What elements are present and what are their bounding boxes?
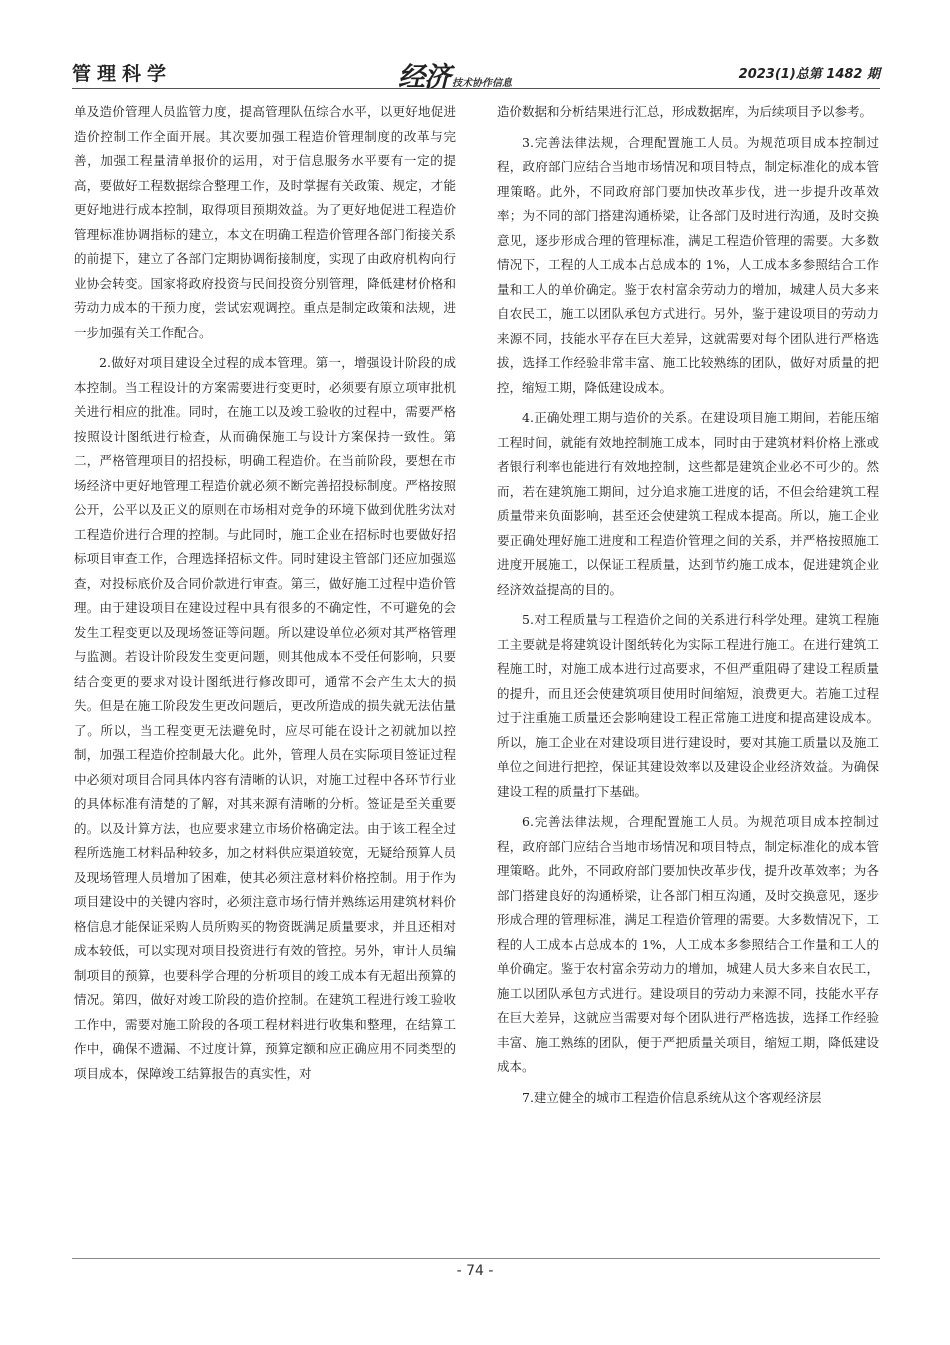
header-divider	[72, 88, 880, 89]
paragraph: 造价数据和分析结果进行汇总，形成数据库，为后续项目予以参考。	[497, 104, 873, 119]
section-title: 管理科学	[72, 63, 173, 85]
brand-subtitle: 技术协作信息	[452, 78, 512, 89]
page-number: - 74 -	[456, 1263, 494, 1279]
paragraph: 7.建立健全的城市工程造价信息系统从这个客观经济层	[522, 1089, 822, 1105]
left-column	[74, 100, 456, 1086]
paragraph: 5.对工程质量与工程造价之间的关系进行科学处理。建筑工程施工主要就是将建筑设计图纸转化为实际工程进行施工。在进行建筑工程施工时，对施工成本进行过高要求，不但严重阻碍了建设工程质量的提升，而且还会使建筑项目使用时间缩短，浪费更大。若施工过程过于注重施工质量还会影响建设工程正常施工进度和提高建设成本。所以，施工企业在对建设项目进行建设时，要对其施工质量以及施工单位之间进行把控，保证其建设效率以及建设企业经济效益。为确保建设工程的质量打下基础。	[497, 612, 879, 799]
right-column	[497, 100, 879, 1110]
footer-divider	[72, 1258, 880, 1259]
paragraph: 3.完善法律法规，合理配置施工人员。为规范项目成本控制过程，政府部门应结合当地市场情况和项目特点，制定标准化的成本管理策略。此外，不同政府部门要加快改革步伐，进一步提升改革效率；为不同的部门搭建沟通桥梁，让各部门及时进行沟通，及时交换意见，逐步形成合理的管理标准，满足工程造价管理的需要。大多数情况下，工程的人工成本占总成本的 1%，人工成本多参照结合工作量和工人的单价确定。鉴于农村富余劳动力的增加，城建人员大多来自农民工，施工以团队承包方式进行。另外，鉴于建设项目的劳动力来源不同，技能水平存在巨大差异，这就需要对每个团队进行严格选拔，选择工作经验非常丰富、施工比较熟练的团队，做好对质量的把控，缩短工期，降低建设成本。	[497, 134, 879, 395]
paragraph: 6.完善法律法规，合理配置施工人员。为规范项目成本控制过程，政府部门应结合当地市场情况和项目特点，制定标准化的成本管理策略。此外，不同政府部门要加快改革步伐，提升改革效率；为各部门搭建良好的沟通桥梁，让各部门相互沟通，及时交换意见，逐步形成合理的管理标准，满足工程造价管理的需要。大多数情况下，工程的人工成本占总成本的 1%，人工成本多参照结合工作量和工人的单价确定。鉴于农村富余劳动力的增加，城建人员大多来自农民工，施工以团队承包方式进行。建设项目的劳动力来源不同，技能水平存在巨大差异，这就应当需要对每个团队进行严格选拔，选择工作经验丰富、施工熟练的团队，便于严把质量关项目，缩短工期，降低建设成本。	[497, 814, 879, 1074]
brand-logo: 经济	[398, 62, 450, 93]
paragraph: 单及造价管理人员监管力度，提高管理队伍综合水平，以更好地促进造价控制工作全面开展。其次要加强工程造价管理制度的改革与完善，加强工程量清单报价的运用，对于信息服务水平要有一定的提高，要做好工程数据综合整理工作，及时掌握有关政策、规定，才能更好地进行成本控制，取得项目预期效益。为了更好地促进工程造价管理标准协调指标的建立，本文在明确工程造价管理各部门衔接关系的前提下，建立了各部门定期协调衔接制度，实现了由政府机构向行业协会转变。国家将政府投资与民间投资分别管理，降低建材价格和劳动力成本的干预力度，尝试宏观调控。重点是制定政策和法规，进一步加强有关工作配合。	[74, 104, 456, 340]
issue-number: 2023(1)总第 1482 期	[738, 67, 880, 82]
paragraph: 4.正确处理工期与造价的关系。在建设项目施工期间，若能压缩工程时间，就能有效地控制施工成本，同时由于建筑材料价格上涨或者银行利率也能进行有效地控制，这些都是建筑企业必不可少的。然而，若在建筑施工期间，过分追求施工进度的话，不但会给建筑工程质量带来负面影响，甚至还会使建筑工程成本提高。所以，施工企业要正确处理好施工进度和工程造价管理之间的关系，并严格按照施工进度开展施工，以保证工程质量，达到节约施工成本，促进建筑企业经济效益提高的目的。	[497, 410, 879, 597]
paragraph: 2.做好对项目建设全过程的成本管理。第一，增强设计阶段的成本控制。当工程设计的方案需要进行变更时，必须要有原立项审批机关进行相应的批准。同时，在施工以及竣工验收的过程中，需要严格按照设计图纸进行检查，从而确保施工与设计方案保持一致性。第二，严格管理项目的招投标，明确工程造价。在当前阶段，要想在市场经济中更好地管理工程造价就必须不断完善招投标制度。严格按照公开，公平以及正义的原则在市场相对竞争的环境下做到优胜劣汰对工程造价进行合理的控制。与此同时，施工企业在招标时也要做好招标项目审查工作，合理选择招标文件。同时建设主管部门还应加强巡查，对投标底价及合同价款进行审查。第三，做好施工过程中造价管理。由于建设项目在建设过程中具有很多的不确定性，不可避免的会发生工程变更以及现场签证等问题。所以建设单位必须对其严格管理与监测。若设计阶段发生变更问题，则其他成本不受任何影响，只要结合变更的要求对设计图纸进行修改即可，通常不会产生太大的损失。但是在施工阶段发生更改问题后，更改所造成的损失就无法估量了。所以，当工程变更无法避免时，应尽可能在设计之初就加以控制，加强工程造价控制最大化。此外，管理人员在实际项目签证过程中必须对项目合同具体内容有清晰的认识，对施工过程中各环节行业的具体标准有清楚的了解，对其来源有清晰的分析。签证是至关重要的。以及计算方法，也应要求建立市场价格确定法。由于该工程全过程所选施工材料品种较多，加之材料供应渠道较宽，无疑给预算人员及现场管理人员增加了困难，使其必须注意材料价格控制。用于作为项目建设中的关键内容时，必须注意市场行情并熟练运用建筑材料价格信息才能保证采购人员所购买的物资既满足质量要求，并且还相对成本较低，可以实现对项目投资进行有效的管控。另外，审计人员编制项目的预算，也要科学合理的分析项目的竣工成本有无超出预算的情况。第四，做好对竣工阶段的造价控制。在建筑工程进行竣工验收工作中，需要对施工阶段的各项工程材料进行收集和整理，在结算工作中，确保不遗漏、不过度计算，预算定额和应正确应用不同类型的项目成本，保障竣工结算报告的真实性，对	[74, 355, 456, 1081]
page-header	[72, 55, 880, 93]
